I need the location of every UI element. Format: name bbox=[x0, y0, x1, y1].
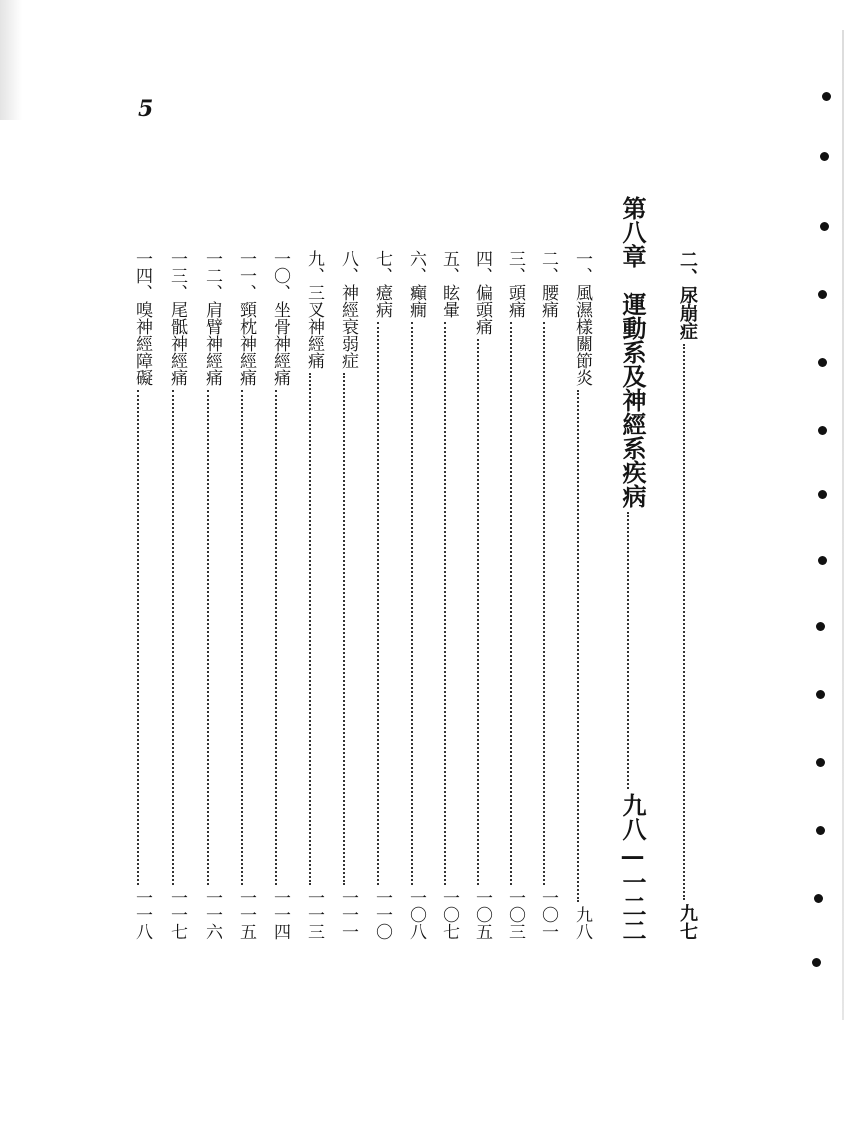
page-number-value: 5 bbox=[138, 96, 160, 122]
toc-leader-dots bbox=[411, 322, 413, 885]
binding-hole bbox=[818, 290, 827, 299]
toc-entry-label: 八、神經衰弱症 bbox=[338, 250, 358, 369]
binding-hole bbox=[820, 152, 829, 161]
toc-entry-page: 九七 bbox=[677, 904, 698, 940]
toc-entry-page: 一一五 bbox=[236, 889, 256, 940]
toc-entry-label: 一一、頸枕神經痛 bbox=[236, 250, 256, 386]
toc-leader-dots bbox=[683, 344, 685, 900]
toc-entry-label: 三、頭痛 bbox=[505, 250, 525, 318]
binding-hole bbox=[818, 358, 827, 367]
toc-entry bbox=[466, 250, 490, 940]
scan-edge-shadow bbox=[0, 0, 22, 120]
toc-entry-page: 一〇三 bbox=[505, 889, 525, 940]
toc-entry bbox=[566, 250, 590, 940]
binding-hole bbox=[816, 622, 825, 631]
toc-entry-page: 一〇五 bbox=[472, 889, 492, 940]
page-number bbox=[138, 96, 159, 122]
toc-entry-label: 二、腰痛 bbox=[538, 250, 558, 318]
toc-entry bbox=[532, 250, 556, 940]
toc-entry-page: 一一一 bbox=[338, 889, 358, 940]
toc-leader-dots bbox=[241, 390, 243, 885]
chapter-title: 第八章 運動系及神經系疾病 bbox=[618, 196, 647, 508]
binding-hole bbox=[816, 826, 825, 835]
toc-entry bbox=[264, 250, 288, 940]
toc-entry bbox=[433, 250, 457, 940]
binding-hole bbox=[814, 894, 823, 903]
toc-entry bbox=[196, 250, 220, 940]
toc-leader-dots bbox=[343, 373, 345, 885]
toc-leader-dots bbox=[577, 390, 579, 902]
toc-leader-dots bbox=[137, 390, 139, 885]
toc-leader-dots bbox=[444, 322, 446, 885]
toc-leader-dots bbox=[275, 390, 277, 885]
toc-entry-page: 一〇八 bbox=[406, 889, 426, 940]
toc-leader-dots bbox=[172, 390, 174, 885]
toc-entry bbox=[366, 250, 390, 940]
toc-leader-dots bbox=[377, 322, 379, 885]
binding-hole bbox=[816, 758, 825, 767]
toc-leader-dots bbox=[627, 512, 629, 789]
toc-entry bbox=[161, 250, 185, 940]
toc-leader-dots bbox=[543, 322, 545, 885]
toc-entry-page: 一一〇 bbox=[372, 889, 392, 940]
toc-entry-page: 一一八 bbox=[132, 889, 152, 940]
toc-entry-top bbox=[672, 250, 696, 940]
toc-leader-dots bbox=[207, 390, 209, 885]
toc-entry-label: 一〇、坐骨神經痛 bbox=[270, 250, 290, 386]
toc-entry-page: 一一四 bbox=[270, 889, 290, 940]
toc-entry bbox=[298, 250, 322, 940]
toc-entry bbox=[499, 250, 523, 940]
page-edge-line bbox=[842, 30, 844, 1020]
toc-leader-dots bbox=[510, 322, 512, 885]
toc-entry-page: 一一七 bbox=[167, 889, 187, 940]
toc-entry bbox=[400, 250, 424, 940]
toc-entry-page: 一〇一 bbox=[538, 889, 558, 940]
binding-hole bbox=[820, 222, 829, 231]
toc-entry bbox=[126, 250, 150, 940]
toc-entry-label: 一、風濕樣關節炎 bbox=[572, 250, 592, 386]
toc-entry-page: 一一三 bbox=[304, 889, 324, 940]
toc-entry-page: 一一六 bbox=[202, 889, 222, 940]
binding-hole bbox=[818, 556, 827, 565]
toc-entry-page: 九八 bbox=[572, 906, 592, 940]
binding-hole bbox=[816, 690, 825, 699]
toc-entry-label: 六、癲癇 bbox=[406, 250, 426, 318]
toc-entry-label: 四、偏頭痛 bbox=[472, 250, 492, 335]
toc-entry-label: 一三、尾骶神經痛 bbox=[167, 250, 187, 386]
toc-entry-page: 一〇七 bbox=[439, 889, 459, 940]
toc-entry bbox=[230, 250, 254, 940]
toc-leader-dots bbox=[477, 339, 479, 885]
chapter-page-range: 九八—一二二 bbox=[618, 793, 647, 942]
toc-leader-dots bbox=[309, 373, 311, 885]
binding-hole bbox=[812, 958, 821, 967]
toc-chapter-heading bbox=[612, 196, 647, 942]
toc-entry-label: 九、三叉神經痛 bbox=[304, 250, 324, 369]
toc-entry-label: 一二、肩臂神經痛 bbox=[202, 250, 222, 386]
binding-hole bbox=[822, 92, 831, 101]
toc-entry-label: 二、尿崩症 bbox=[677, 250, 698, 340]
toc-entry-label: 一四、嗅神經障礙 bbox=[132, 250, 152, 386]
toc-entry-label: 五、眩暈 bbox=[439, 250, 459, 318]
toc-entry-label: 七、癔病 bbox=[372, 250, 392, 318]
binding-hole bbox=[818, 490, 827, 499]
toc-entry bbox=[332, 250, 356, 940]
binding-hole bbox=[818, 426, 827, 435]
